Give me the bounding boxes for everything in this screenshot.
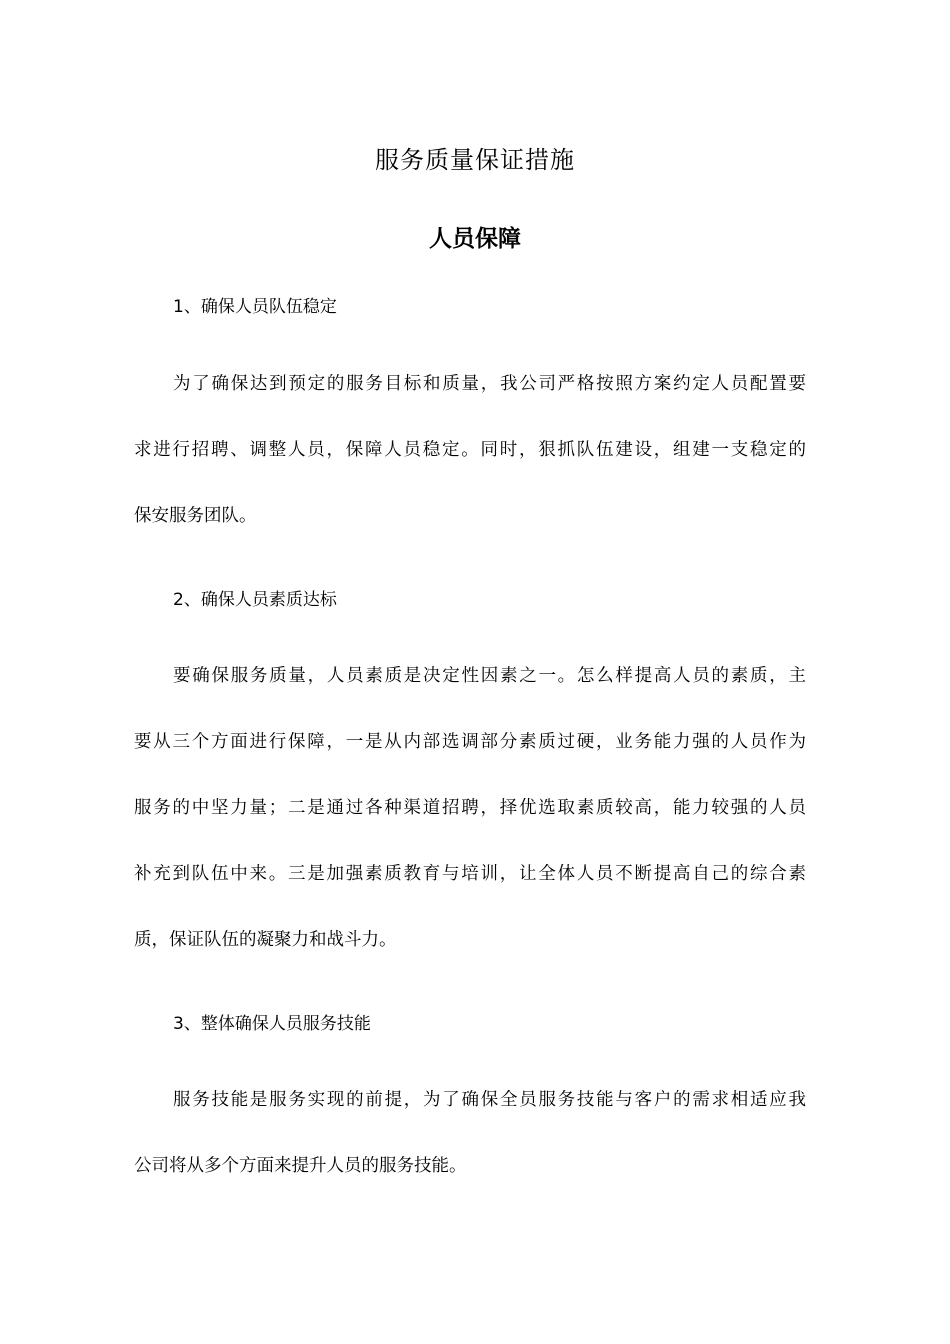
paragraph-line: 服务技能是服务实现的前提，为了确保全员服务技能与客户的需求相适应我 [173,1090,806,1110]
paragraph-line: 求进行招聘、调整人员，保障人员稳定。同时，狠抓队伍建设，组建一支稳定的 [134,440,806,460]
item-paragraph-1 [134,351,806,549]
document-title: 服务质量保证措施 [375,146,575,174]
item-paragraph-2 [134,643,806,973]
paragraph-line: 保安服务团队。 [134,506,257,526]
paragraph-line: 为了确保达到预定的服务目标和质量，我公司严格按照方案约定人员配置要 [173,374,806,394]
paragraph-line: 补充到队伍中来。三是加强素质教育与培训，让全体人员不断提高自己的综合素 [134,864,806,884]
paragraph-line: 质，保证队伍的凝聚力和战斗力。 [134,930,397,950]
section-heading: 人员保障 [429,226,521,252]
item-heading-3: 3、整体确保人员服务技能 [173,1014,371,1034]
paragraph-line: 公司将从多个方面来提升人员的服务技能。 [134,1156,467,1176]
item-heading-1: 1、确保人员队伍稳定 [173,297,337,317]
paragraph-line: 服务的中坚力量；二是通过各种渠道招聘，择优选取素质较高，能力较强的人员 [134,798,806,818]
paragraph-line: 要确保服务质量，人员素质是决定性因素之一。怎么样提高人员的素质，主 [173,666,806,686]
item-paragraph-3 [134,1067,806,1199]
item-heading-2: 2、确保人员素质达标 [173,590,337,610]
paragraph-line: 要从三个方面进行保障，一是从内部选调部分素质过硬，业务能力强的人员作为 [134,732,806,752]
